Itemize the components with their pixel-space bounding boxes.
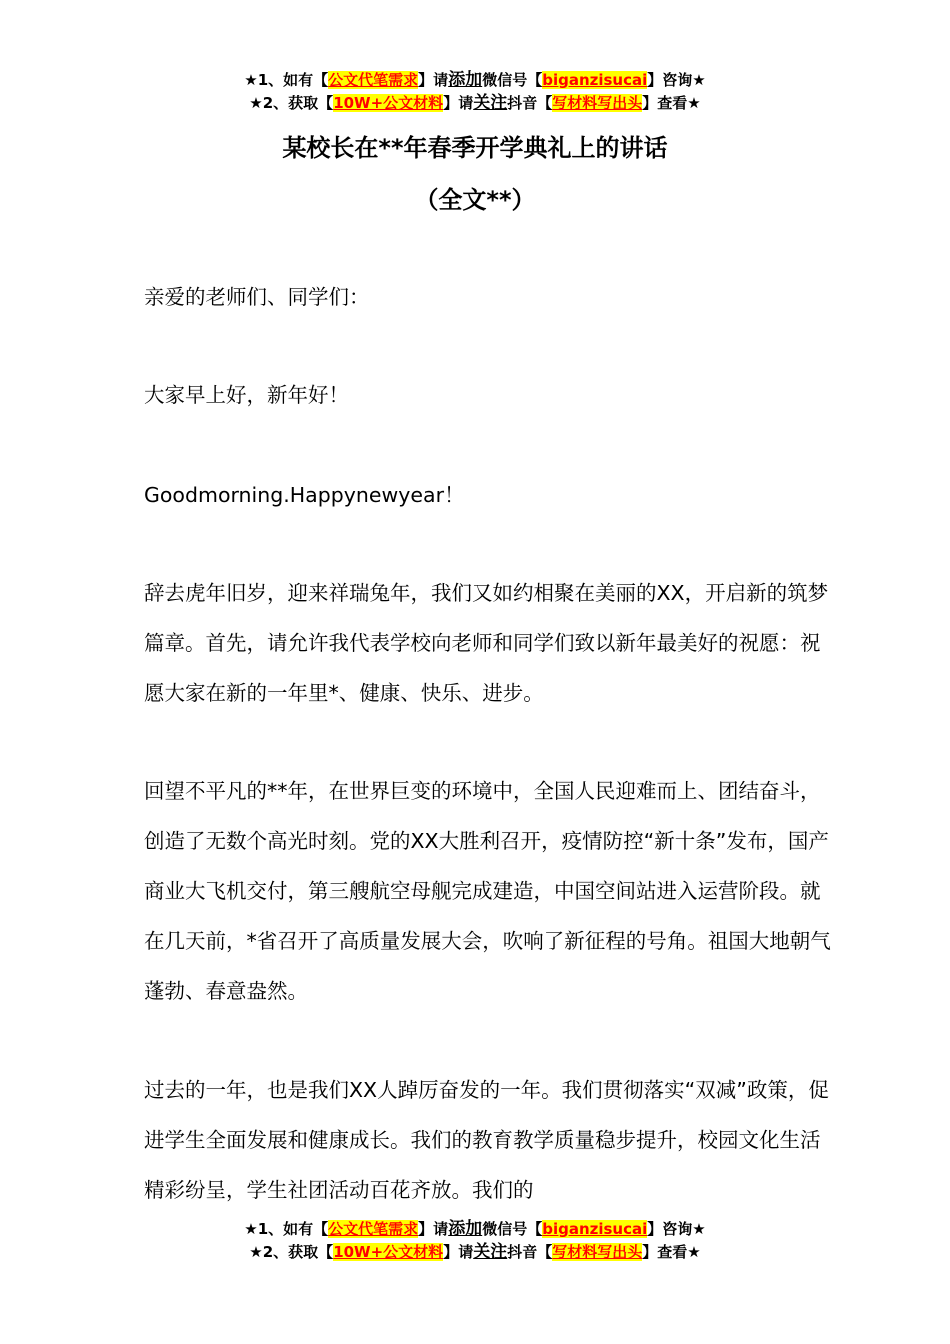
banner-text: ★2、获取【	[249, 1243, 334, 1261]
banner-highlight: 公文代笔需求	[328, 71, 419, 89]
banner-text: ★1、如有【	[244, 71, 329, 89]
document-subtitle: （全文**）	[414, 186, 536, 214]
banner-highlight: biganzisucai	[542, 71, 648, 89]
paragraph-past-year: 过去的一年，也是我们XX人踔厉奋发的一年。我们贯彻落实“双减”政策，促进学生全面发展和健康成长。我们的教育教学质量稳步提升，校园文化生活精彩纷呈，学生社团活动百花齐放。我们的	[144, 1078, 829, 1202]
banner-underline: 添加	[448, 70, 483, 90]
banner-text: 】请	[418, 71, 449, 89]
banner-highlight: 10W+公文材料	[333, 1243, 444, 1261]
bottom-banner	[0, 1218, 950, 1264]
banner-text: 】查看★	[642, 1243, 701, 1261]
paragraph-review: 回望不平凡的**年，在世界巨变的环境中，全国人民迎难而上、团结奋斗，创造了无数个高光时刻。党的XX大胜利召开，疫情防控“新十条”发布，国产商业大飞机交付，第三艘航空母舰完成建造，中国空间站进入运营阶段。就在几天前，*省召开了高质量发展大会，吹响了新征程的号角。祖国大地朝气蓬勃、春意盎然。	[144, 779, 831, 1003]
document-title: 某校长在**年春季开学典礼上的讲话	[282, 134, 668, 162]
paragraph-salutation: 亲爱的老师们、同学们：	[144, 285, 370, 309]
top-banner	[0, 69, 950, 115]
banner-underline: 关注	[473, 1242, 508, 1262]
banner-line-1	[0, 69, 950, 92]
paragraph-new-year: 辞去虎年旧岁，迎来祥瑞兔年，我们又如约相聚在美丽的XX，开启新的筑梦篇章。首先，请允许我代表学校向老师和同学们致以新年最美好的祝愿：祝愿大家在新的一年里*、健康、快乐、进步。	[144, 581, 829, 705]
banner-text: 】请	[443, 1243, 474, 1261]
banner-underline: 添加	[448, 1219, 483, 1239]
banner-text: 微信号【	[482, 71, 543, 89]
banner-text: 微信号【	[482, 1220, 543, 1238]
banner-highlight: 公文代笔需求	[328, 1220, 419, 1238]
banner-text: 】请	[443, 94, 474, 112]
banner-line-1	[0, 1218, 950, 1241]
banner-underline: 关注	[473, 93, 508, 113]
banner-line-2	[0, 92, 950, 115]
banner-highlight: 写材料写出头	[552, 94, 643, 112]
banner-text: ★2、获取【	[249, 94, 334, 112]
banner-text: 】请	[418, 1220, 449, 1238]
banner-text: ★1、如有【	[244, 1220, 329, 1238]
banner-text: 抖音【	[507, 94, 553, 112]
paragraph-greeting: 大家早上好，新年好！	[144, 383, 349, 407]
banner-highlight: 10W+公文材料	[333, 94, 444, 112]
banner-highlight: biganzisucai	[542, 1220, 648, 1238]
banner-text: 】咨询★	[647, 71, 706, 89]
banner-text: 】咨询★	[647, 1220, 706, 1238]
banner-text: 】查看★	[642, 94, 701, 112]
banner-highlight: 写材料写出头	[552, 1243, 643, 1261]
banner-line-2	[0, 1241, 950, 1264]
paragraph-greeting-english: Goodmorning.Happynewyear！	[144, 483, 465, 507]
banner-text: 抖音【	[507, 1243, 553, 1261]
